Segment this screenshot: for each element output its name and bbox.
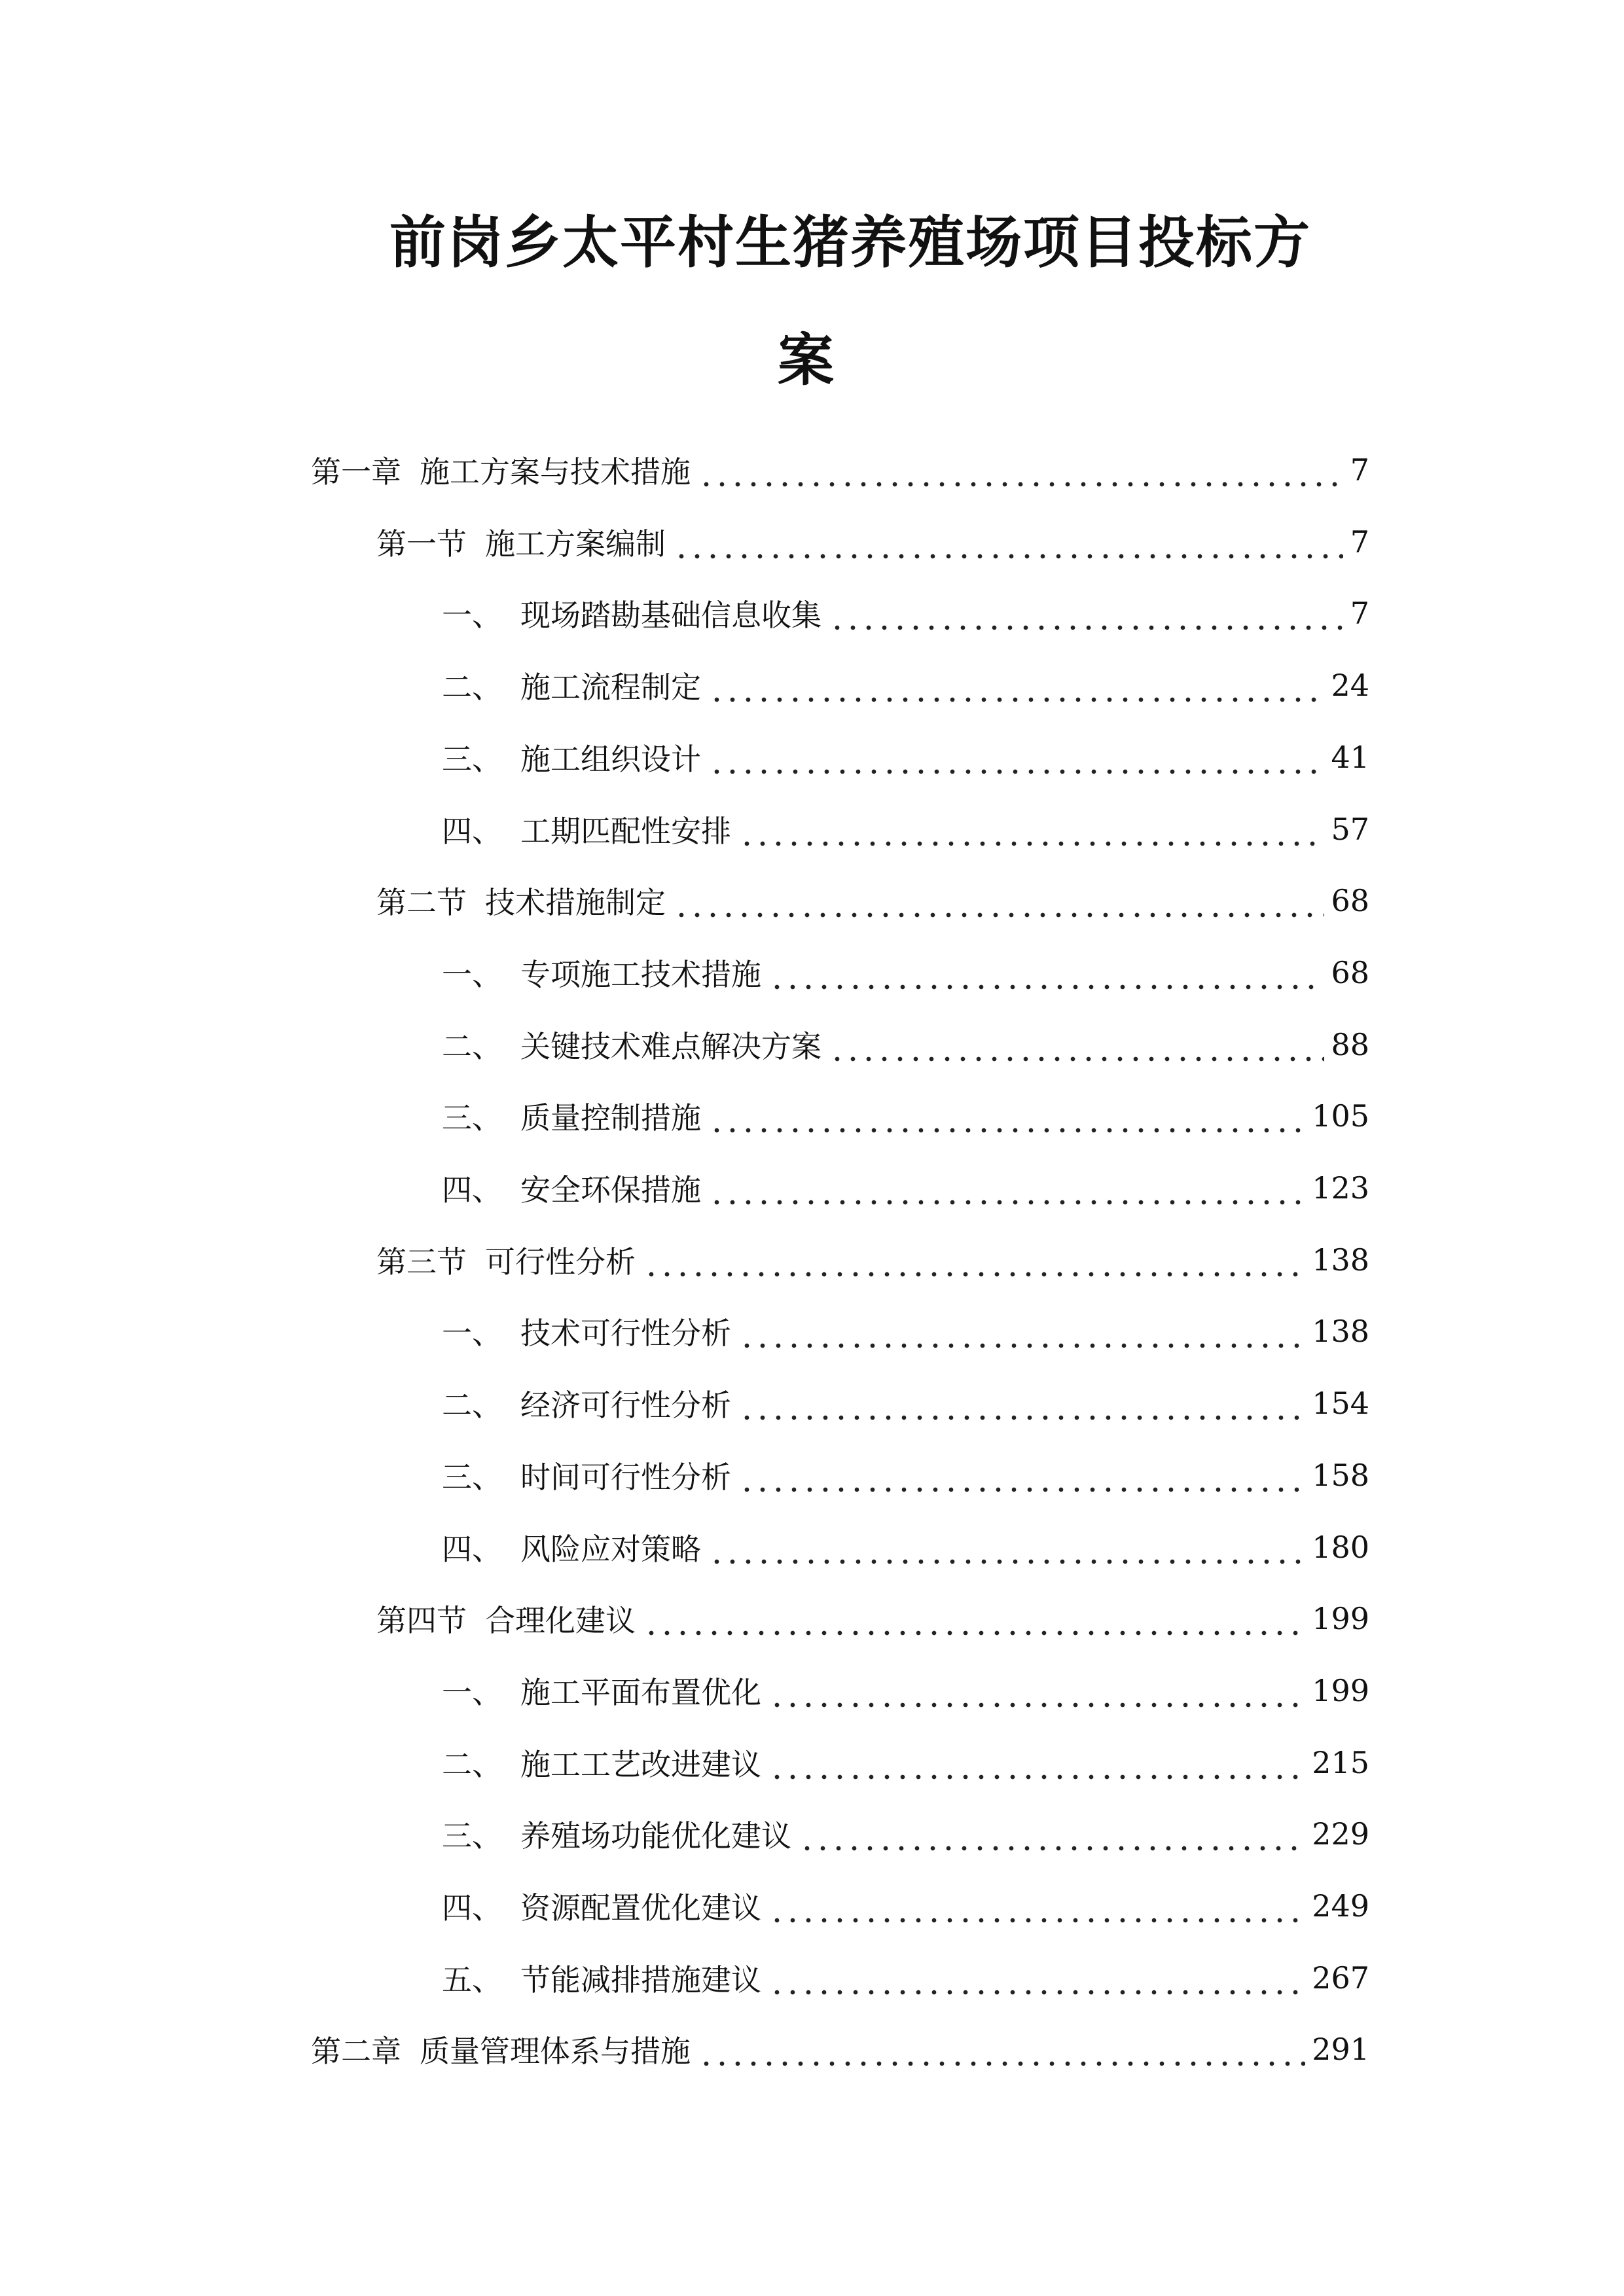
toc-entry[interactable] xyxy=(442,738,1369,777)
toc-entry-number: 四、 xyxy=(442,1172,502,1208)
toc-entry-label xyxy=(442,1812,791,1856)
toc-entry-title: 技术措施制定 xyxy=(485,885,666,920)
toc-entry-number: 一、 xyxy=(442,957,502,992)
document-title-line-1: 前岗乡太平村生猪养殖场项目投标方 xyxy=(389,209,1311,276)
toc-entry[interactable] xyxy=(442,953,1369,992)
toc-entry-label xyxy=(442,808,731,851)
toc-entry-number: 四、 xyxy=(442,814,502,849)
toc-dot-leader xyxy=(643,1240,1305,1280)
toc-entry-page-number: 68 xyxy=(1331,955,1369,990)
toc-entry-title: 质量管理体系与措施 xyxy=(420,2034,691,2069)
toc-entry-label xyxy=(442,1094,701,1138)
toc-dot-leader xyxy=(709,1168,1305,1208)
toc-entry-number: 第一章 xyxy=(311,454,401,490)
toc-entry[interactable] xyxy=(442,1886,1369,1926)
toc-entry-number: 一、 xyxy=(442,1316,502,1351)
toc-entry-number: 三、 xyxy=(442,1100,502,1136)
toc-entry-label xyxy=(442,1956,761,2000)
toc-entry[interactable] xyxy=(442,594,1369,633)
toc-entry-label xyxy=(376,879,666,922)
toc-entry[interactable] xyxy=(376,1240,1369,1280)
toc-entry-title: 经济可行性分析 xyxy=(520,1388,731,1423)
toc-entry-number: 二、 xyxy=(442,1747,502,1782)
toc-entry[interactable] xyxy=(442,1168,1369,1208)
toc-entry-title: 施工工艺改进建议 xyxy=(520,1747,761,1782)
toc-dot-leader xyxy=(739,1312,1305,1351)
toc-dot-leader xyxy=(769,953,1324,992)
toc-entry-page-number: 199 xyxy=(1312,1673,1369,1708)
toc-entry-label xyxy=(442,1310,731,1353)
toc-entry-number: 二、 xyxy=(442,1388,502,1423)
toc-entry[interactable] xyxy=(442,1096,1369,1136)
toc-entry[interactable] xyxy=(442,1743,1369,1782)
toc-dot-leader xyxy=(739,810,1324,849)
toc-entry-number: 第二章 xyxy=(311,2034,401,2069)
document-title-line-2: 案 xyxy=(778,327,834,393)
toc-entry-page-number: 249 xyxy=(1312,1888,1369,1924)
toc-entry[interactable] xyxy=(442,1025,1369,1064)
toc-entry[interactable] xyxy=(442,1528,1369,1567)
toc-entry-page-number: 154 xyxy=(1312,1386,1369,1421)
toc-entry-title: 合理化建议 xyxy=(485,1603,636,1638)
toc-entry-label xyxy=(442,1023,821,1066)
toc-entry-page-number: 138 xyxy=(1312,1314,1369,1349)
toc-entry[interactable] xyxy=(311,450,1369,490)
toc-entry-number: 四、 xyxy=(442,1890,502,1926)
toc-dot-leader xyxy=(769,1671,1305,1710)
toc-entry[interactable] xyxy=(442,1671,1369,1710)
toc-entry-number: 三、 xyxy=(442,742,502,777)
toc-entry-label xyxy=(442,592,821,635)
toc-entry-page-number: 88 xyxy=(1331,1027,1369,1062)
toc-entry-number: 第三节 xyxy=(376,1244,467,1280)
toc-entry-page-number: 24 xyxy=(1331,668,1369,703)
toc-entry-label xyxy=(311,2028,691,2071)
toc-entry[interactable] xyxy=(442,1814,1369,1854)
toc-dot-leader xyxy=(674,522,1343,562)
toc-entry[interactable] xyxy=(442,666,1369,705)
toc-entry-title: 施工方案编制 xyxy=(485,526,666,562)
toc-entry-label xyxy=(442,1669,761,1712)
toc-entry-title: 施工方案与技术措施 xyxy=(420,454,691,490)
toc-entry-page-number: 267 xyxy=(1312,1960,1369,1996)
toc-entry-label xyxy=(442,1382,731,1425)
toc-entry-title: 施工流程制定 xyxy=(520,670,701,705)
toc-entry-title: 关键技术难点解决方案 xyxy=(520,1029,821,1064)
toc-entry-title: 施工平面布置优化 xyxy=(520,1675,761,1710)
toc-entry-page-number: 123 xyxy=(1312,1170,1369,1206)
toc-dot-leader xyxy=(739,1384,1305,1423)
toc-dot-leader xyxy=(698,450,1343,490)
toc-entry-page-number: 138 xyxy=(1312,1242,1369,1278)
toc-entry-title: 风险应对策略 xyxy=(520,1532,701,1567)
toc-entry-label xyxy=(442,1884,761,1928)
toc-entry-label xyxy=(376,1238,636,1282)
toc-entry-number: 二、 xyxy=(442,1029,502,1064)
toc-dot-leader xyxy=(709,1096,1305,1136)
toc-entry-label xyxy=(442,1166,701,1210)
toc-entry-number: 五、 xyxy=(442,1962,502,1998)
toc-entry-page-number: 7 xyxy=(1350,524,1369,560)
toc-entry-title: 技术可行性分析 xyxy=(520,1316,731,1351)
toc-entry[interactable] xyxy=(442,1312,1369,1351)
toc-entry-title: 可行性分析 xyxy=(485,1244,636,1280)
toc-entry-number: 一、 xyxy=(442,1675,502,1710)
toc-entry-label xyxy=(442,1526,701,1569)
toc-dot-leader xyxy=(799,1814,1305,1854)
toc-entry-label xyxy=(311,448,691,492)
toc-entry[interactable] xyxy=(376,1599,1369,1638)
toc-dot-leader xyxy=(643,1599,1305,1638)
toc-entry-label xyxy=(442,951,761,994)
toc-entry-page-number: 7 xyxy=(1350,596,1369,631)
toc-entry-page-number: 291 xyxy=(1312,2032,1369,2067)
toc-dot-leader xyxy=(698,2030,1305,2069)
toc-entry[interactable] xyxy=(376,881,1369,920)
toc-entry-page-number: 158 xyxy=(1312,1458,1369,1493)
toc-dot-leader xyxy=(829,594,1343,633)
toc-entry[interactable] xyxy=(376,522,1369,562)
toc-entry-title: 专项施工技术措施 xyxy=(520,957,761,992)
toc-entry-page-number: 229 xyxy=(1312,1816,1369,1852)
toc-entry-page-number: 57 xyxy=(1331,812,1369,847)
toc-entry-title: 施工组织设计 xyxy=(520,742,701,777)
toc-dot-leader xyxy=(829,1025,1324,1064)
toc-entry-title: 资源配置优化建议 xyxy=(520,1890,761,1926)
toc-entry-title: 安全环保措施 xyxy=(520,1172,701,1208)
toc-entry-page-number: 105 xyxy=(1312,1098,1369,1134)
toc-entry-title: 养殖场功能优化建议 xyxy=(520,1818,791,1854)
toc-entry-page-number: 41 xyxy=(1331,740,1369,775)
toc-dot-leader xyxy=(769,1958,1305,1998)
toc-entry-title: 工期匹配性安排 xyxy=(520,814,731,849)
toc-dot-leader xyxy=(769,1886,1305,1926)
toc-entry-title: 时间可行性分析 xyxy=(520,1460,731,1495)
toc-entry-page-number: 199 xyxy=(1312,1601,1369,1636)
toc-entry-page-number: 180 xyxy=(1312,1530,1369,1565)
toc-entry-number: 第四节 xyxy=(376,1603,467,1638)
toc-entry-label xyxy=(442,1454,731,1497)
toc-entry-title: 节能减排措施建议 xyxy=(520,1962,761,1998)
toc-entry-number: 一、 xyxy=(442,598,502,633)
toc-entry[interactable] xyxy=(442,1958,1369,1998)
toc-entry-page-number: 215 xyxy=(1312,1745,1369,1780)
toc-entry-number: 三、 xyxy=(442,1460,502,1495)
toc-entry-label xyxy=(442,664,701,707)
toc-entry-label xyxy=(442,736,701,779)
toc-entry[interactable] xyxy=(442,1456,1369,1495)
toc-dot-leader xyxy=(709,1528,1305,1567)
toc-dot-leader xyxy=(674,881,1324,920)
toc-entry-number: 第二节 xyxy=(376,885,467,920)
toc-entry-label xyxy=(376,520,666,564)
toc-entry[interactable] xyxy=(311,2030,1369,2069)
toc-dot-leader xyxy=(769,1743,1305,1782)
toc-entry-number: 三、 xyxy=(442,1818,502,1854)
toc-entry[interactable] xyxy=(442,810,1369,849)
toc-dot-leader xyxy=(739,1456,1305,1495)
toc-entry-number: 第一节 xyxy=(376,526,467,562)
toc-entry-label xyxy=(442,1741,761,1784)
toc-entry-label xyxy=(376,1597,636,1640)
toc-entry-title: 现场踏勘基础信息收集 xyxy=(520,598,821,633)
toc-entry-page-number: 68 xyxy=(1331,883,1369,918)
toc-dot-leader xyxy=(709,666,1324,705)
toc-dot-leader xyxy=(709,738,1324,777)
toc-entry-number: 四、 xyxy=(442,1532,502,1567)
toc-entry[interactable] xyxy=(442,1384,1369,1423)
toc-entry-page-number: 7 xyxy=(1350,452,1369,488)
toc-entry-title: 质量控制措施 xyxy=(520,1100,701,1136)
toc-entry-number: 二、 xyxy=(442,670,502,705)
